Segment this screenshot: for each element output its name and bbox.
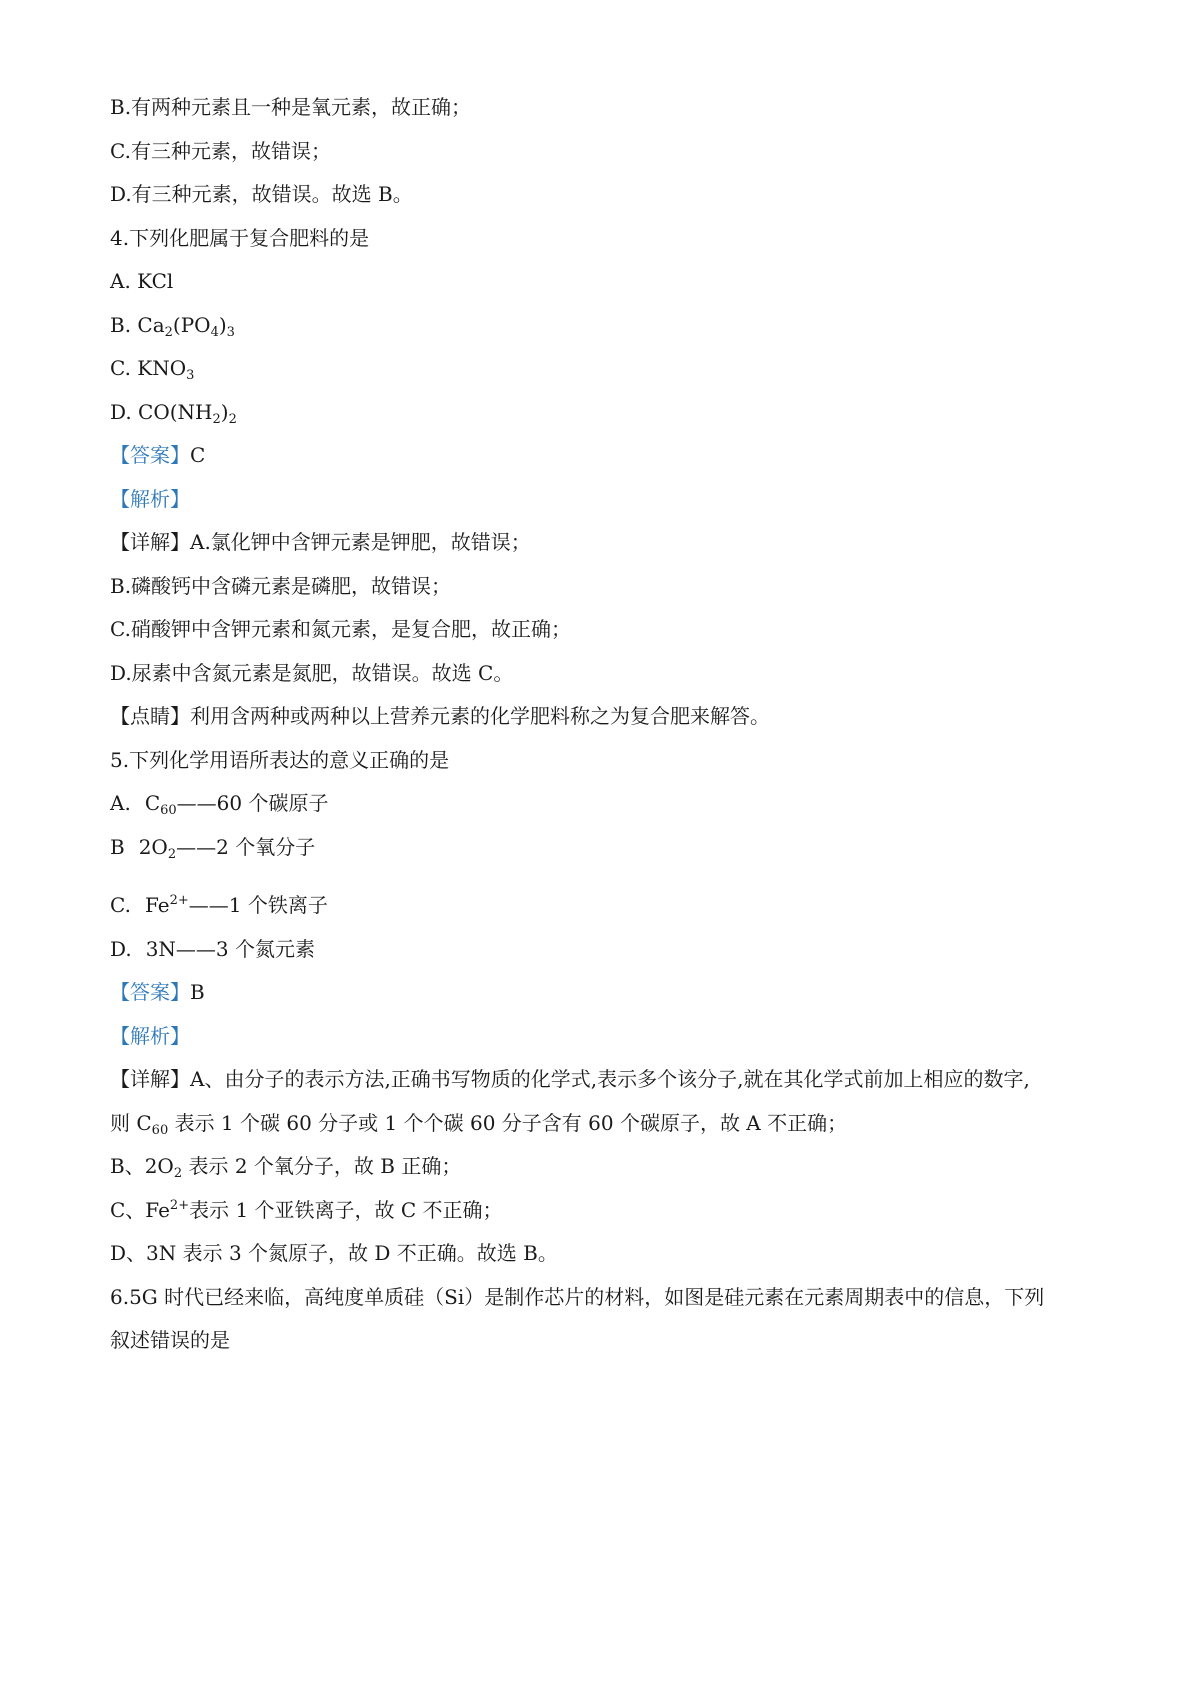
q6-stem-line1: 6.5G 时代已经来临，高纯度单质硅（Si）是制作芯片的材料，如图是硅元素在元素周期表中的信息，下列	[110, 1285, 1045, 1309]
q5-detail-b: B、$2O_2$ 表示 2 个氧分子，故 B 正确；	[110, 1154, 462, 1181]
q4-comment: 【点睛】利用含两种或两种以上营养元素的化学肥料称之为复合肥来解答。	[110, 704, 770, 728]
q5-option-a: A. $C_{60}——60$ 个碳原子	[110, 791, 329, 818]
q4-detail-d: D.尿素中含氮元素是氮肥，故错误。故选 C。	[110, 661, 514, 685]
q3-explanation-b: B.有两种元素且一种是氧元素，故正确；	[110, 95, 472, 119]
q5-analysis-tag: 【解析】	[110, 1024, 190, 1048]
q3-explanation-d: D.有三种元素，故错误。故选 B。	[110, 182, 413, 206]
q5-detail-d: D、3N 表示 3 个氮原子，故 D 不正确。故选 B。	[110, 1241, 558, 1265]
q5-option-d: D. 3N——3 个氮元素	[110, 937, 316, 961]
q6-stem-line2: 叙述错误的是	[110, 1328, 230, 1352]
q4-analysis-tag: 【解析】	[110, 487, 190, 511]
q4-detail-b: B.磷酸钙中含磷元素是磷肥，故错误；	[110, 574, 452, 598]
q4-detail-a: 【详解】A.氯化钾中含钾元素是钾肥，故错误；	[110, 530, 531, 554]
q5-detail-a2: 则 $C_{60}$ 表示 1 个碳 60 分子或 1 个个碳 60 分子含有 60 个碳原子，故 A 不正确；	[110, 1111, 848, 1138]
q5-option-c: C. $Fe^{2+}——1$ 个铁离子	[110, 893, 328, 917]
q4-answer: 【答案】C	[110, 443, 206, 467]
q4-option-b: B. $Ca_2(PO_4)_3$	[110, 313, 235, 340]
q4-stem: 4.下列化肥属于复合肥料的是	[110, 226, 370, 250]
q5-answer: 【答案】B	[110, 980, 205, 1004]
q3-explanation-c: C.有三种元素，故错误；	[110, 139, 331, 163]
answer-tag: 【答案】	[110, 980, 190, 1004]
q4-option-c: C. $KNO_3$	[110, 356, 195, 383]
q4-option-a: A. KCl	[110, 269, 174, 293]
q5-detail-c: C、$Fe^{2+}$表示 1 个亚铁离子，故 C 不正确；	[110, 1198, 503, 1222]
answer-tag: 【答案】	[110, 443, 190, 467]
q5-option-b: B $2O_2——2$ 个氧分子	[110, 835, 316, 862]
q4-option-d: D. $CO(NH_2)_2$	[110, 400, 237, 427]
q5-stem: 5.下列化学用语所表达的意义正确的是	[110, 748, 450, 772]
q5-detail-a1: 【详解】A、由分子的表示方法,正确书写物质的化学式,表示多个该分子,就在其化学式前加上相应的数字,	[110, 1067, 1030, 1091]
q4-detail-c: C.硝酸钾中含钾元素和氮元素，是复合肥，故正确；	[110, 617, 571, 641]
